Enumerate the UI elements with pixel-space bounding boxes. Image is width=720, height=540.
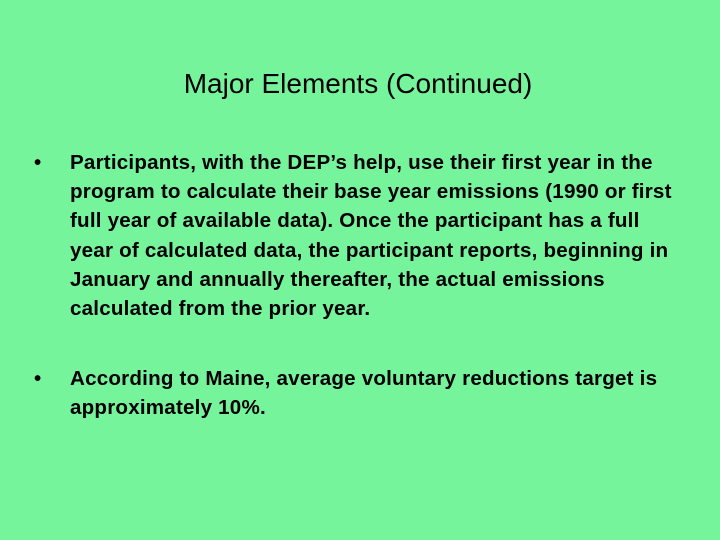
bullet-text: According to Maine, average voluntary reductions target is approximately 10%. [70,367,658,420]
bullet-list [34,148,684,423]
bullet-item [34,364,684,422]
bullet-marker: • [34,151,42,174]
bullet-marker: • [34,367,42,391]
bullet-text: Participants, with the DEP’s help, use their first year in the program to calculate their base year emissions (1990 or first full year of available data). Once the participant has a full year of calculated data, the participant reports, beginning in January and annually thereafter, the actual emissions calculated from the prior year. [70,151,672,321]
slide-title: Major Elements (Continued) [183,68,533,99]
bullet-item [34,148,684,323]
